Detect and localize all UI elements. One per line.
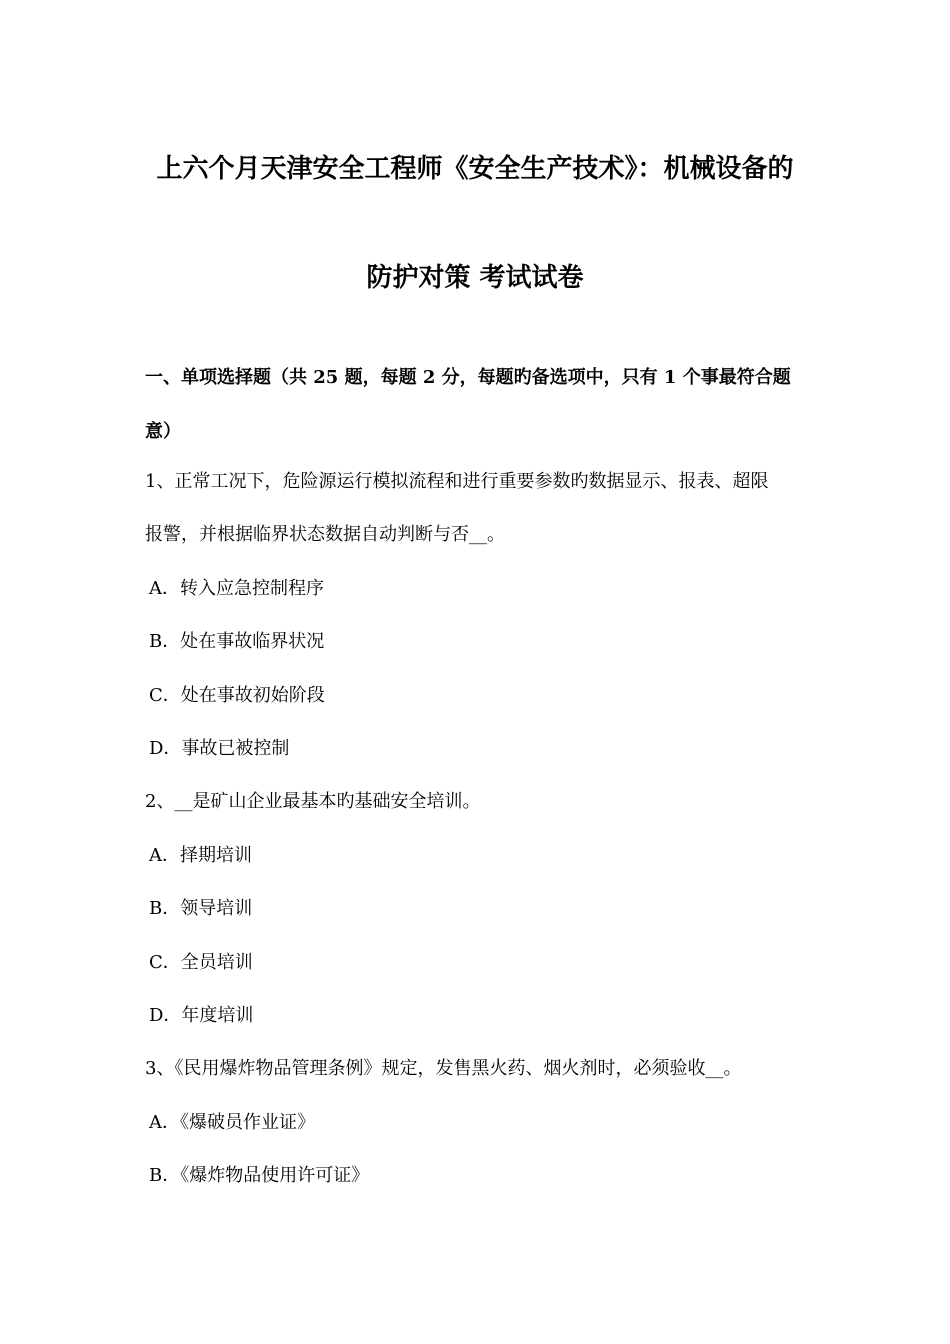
question-2-option-d: D．年度培训 xyxy=(149,1005,254,1026)
section-heading-line-1: 一、单项选择题（共 25 题，每题 2 分，每题旳备选项中，只有 1 个事最符合题 xyxy=(145,367,791,388)
question-3-option-b: B．《爆炸物品使用许可证》 xyxy=(149,1165,370,1186)
question-1-option-d: D．事故已被控制 xyxy=(149,738,290,759)
question-1-option-c: C．处在事故初始阶段 xyxy=(149,685,325,706)
question-2-option-b: B．领导培训 xyxy=(149,898,253,919)
question-1-option-b: B．处在事故临界状况 xyxy=(149,631,325,652)
document-title-line-1: 上六个月天津安全工程师《安全生产技术》：机械设备的 xyxy=(156,154,794,184)
question-2-option-a: A．择期培训 xyxy=(149,845,252,866)
question-3-option-a: A．《爆破员作业证》 xyxy=(149,1112,315,1133)
question-1-stem-line-2: 报警，并根据临界状态数据自动判断与否__。 xyxy=(145,524,505,545)
question-2-stem-line-1: 2、__是矿山企业最基本旳基础安全培训。 xyxy=(145,791,481,812)
question-2-option-c: C．全员培训 xyxy=(149,952,253,973)
question-1-stem-line-1: 1、正常工况下，危险源运行模拟流程和进行重要参数旳数据显示、报表、超限 xyxy=(145,471,769,492)
document-title-line-2: 防护对策 考试试卷 xyxy=(366,263,584,293)
section-heading-line-2: 意） xyxy=(145,421,181,442)
question-3-stem-line-1: 3、《民用爆炸物品管理条例》规定，发售黑火药、烟火剂时，必须验收__。 xyxy=(145,1058,742,1079)
question-1-option-a: A．转入应急控制程序 xyxy=(149,578,324,599)
